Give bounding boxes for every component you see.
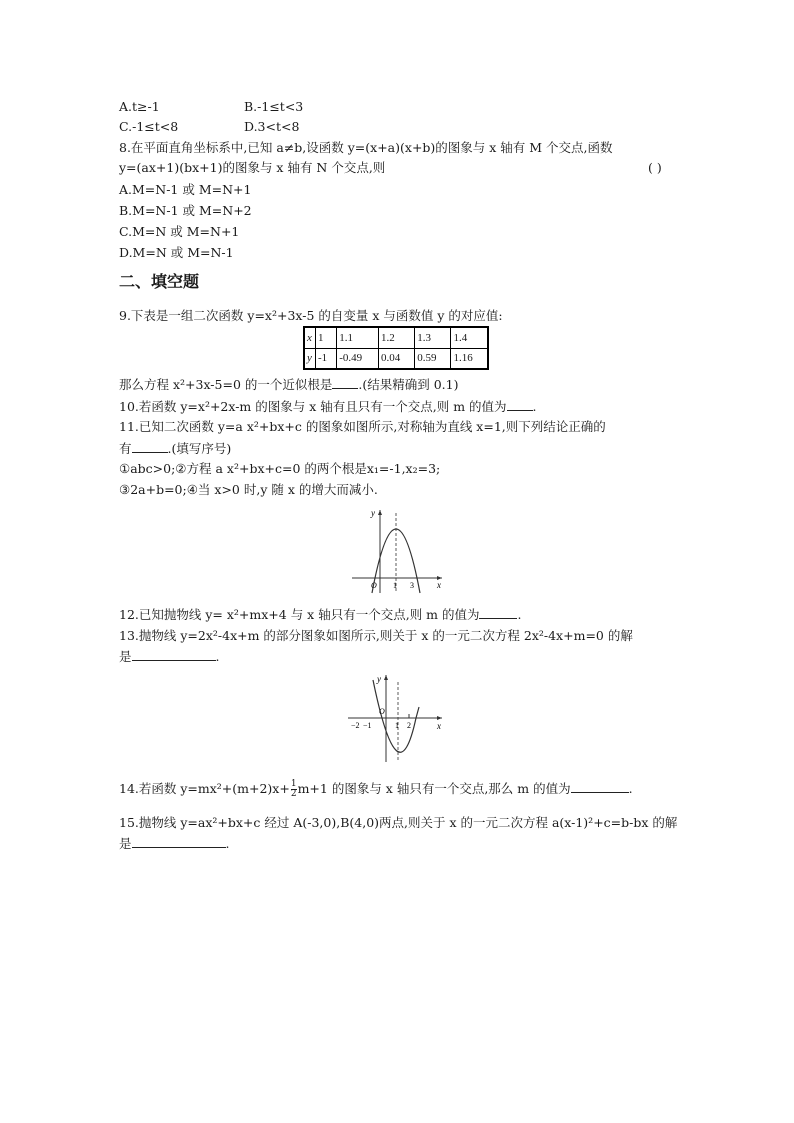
q9-followup-text: 那么方程 x²+3x-5=0 的一个近似根是	[119, 377, 333, 392]
q11-stem-line2	[119, 440, 231, 457]
q13-stem-line2	[119, 648, 220, 665]
q8-option-b: B.M=N-1 或 M=N+2	[119, 203, 252, 218]
y-axis-arrow-icon	[384, 675, 388, 680]
q13-stem-line1: 13.抛物线 y=2x²-4x+m 的部分图象如图所示,则关于 x 的一元二次方程 2x²-4x+m=0 的解	[119, 628, 633, 643]
q15-text: 是	[119, 836, 132, 851]
q12-answer-blank[interactable]	[479, 606, 517, 619]
x-axis-label: x	[437, 721, 441, 731]
q8-stem-line2: y=(ax+1)(bx+1)的图象与 x 轴有 N 个交点,则	[119, 160, 386, 175]
q11-parabola-graph	[350, 505, 445, 595]
q10-answer-blank[interactable]	[507, 398, 533, 411]
table-row	[304, 327, 488, 348]
tick-label-neg2: −2	[351, 721, 360, 730]
tick-label-2: 2	[407, 721, 411, 730]
table-cell: 0.59	[415, 348, 451, 369]
tick-label-neg1: −1	[363, 721, 372, 730]
origin-label: O	[379, 707, 385, 716]
q14-answer-blank[interactable]	[571, 780, 629, 793]
q11-stem-line1: 11.已知二次函数 y=a x²+bx+c 的图象如图所示,对称轴为直线 x=1,则下列结论正确的	[119, 419, 606, 434]
q12-tail: .	[517, 607, 522, 622]
q9-followup	[119, 376, 458, 393]
q12-text: 12.已知抛物线 y= x²+mx+4 与 x 轴只有一个交点,则 m 的值为	[119, 607, 480, 622]
q11-statements-3-4: ③2a+b=0;④当 x>0 时,y 随 x 的增大而减小.	[119, 482, 378, 497]
parabola-curve	[373, 680, 419, 752]
q13-text: 是	[119, 649, 132, 664]
section-title: 二、填空题	[119, 272, 200, 291]
fraction-numerator: 1	[290, 779, 297, 789]
table-cell: x	[304, 327, 316, 348]
table-cell: 1.2	[378, 327, 414, 348]
q11-answer-blank[interactable]	[132, 440, 168, 453]
y-axis-label: y	[371, 508, 375, 518]
q10-text: 10.若函数 y=x²+2x-m 的图象与 x 轴有且只有一个交点,则 m 的值为	[119, 399, 507, 414]
fraction-one-half	[291, 780, 297, 799]
q10-stem	[119, 398, 537, 415]
q7-option-b: B.-1≤t<3	[244, 99, 304, 114]
q13-tail: .	[215, 649, 220, 664]
table-row	[304, 348, 488, 369]
q8-option-c: C.M=N 或 M=N+1	[119, 224, 240, 239]
q12-stem	[119, 606, 521, 623]
q8-option-a: A.M=N-1 或 M=N+1	[119, 182, 252, 197]
table-cell: 1.1	[337, 327, 379, 348]
q8-option-d: D.M=N 或 M=N-1	[119, 245, 234, 260]
table-cell: 0.04	[378, 348, 414, 369]
q7-option-c: C.-1≤t<8	[119, 119, 179, 134]
q14-tail: .	[628, 781, 633, 796]
q15-answer-blank[interactable]	[132, 835, 226, 848]
fraction-denominator: 2	[290, 789, 297, 799]
q14-stem	[119, 778, 633, 800]
q11-statements-1-2: ①abc>0;②方程 a x²+bx+c=0 的两个根是x₁=-1,x₂=3;	[119, 461, 441, 476]
q15-stem-line1: 15.抛物线 y=ax²+bx+c 经过 A(-3,0),B(4,0)两点,则关于 x 的一元二次方程 a(x-1)²+c=b-bx 的解	[119, 815, 678, 830]
q14-text: 14.若函数 y=mx²+(m+2)x+	[119, 781, 290, 796]
table-cell: y	[304, 348, 316, 369]
q11-tail: .(填写序号)	[167, 441, 232, 456]
table-cell: -0.49	[337, 348, 379, 369]
q8-stem-line1: 8.在平面直角坐标系中,已知 a≠b,设函数 y=(x+a)(x+b)的图象与 x 轴有 M 个交点,函数	[119, 140, 613, 155]
q7-option-a: A.t≥-1	[119, 99, 160, 114]
q7-option-d: D.3<t<8	[244, 119, 300, 134]
q9-stem: 9.下表是一组二次函数 y=x²+3x-5 的自变量 x 与函数值 y 的对应值:	[119, 308, 503, 323]
x-axis-label: x	[437, 580, 441, 590]
q13-answer-blank[interactable]	[132, 648, 216, 661]
q15-tail: .	[225, 836, 230, 851]
q14-text-cont: m+1 的图象与 x 轴只有一个交点,那么 m 的值为	[297, 781, 571, 796]
q15-stem-line2	[119, 835, 230, 852]
table-cell: 1.16	[451, 348, 488, 369]
x-axis-arrow-icon	[437, 716, 442, 720]
y-axis-label: y	[377, 674, 381, 684]
q8-answer-paren: ( )	[648, 160, 662, 175]
table-cell: 1.3	[415, 327, 451, 348]
q9-followup-tail: .(结果精确到 0.1)	[358, 377, 459, 392]
q13-parabola-graph	[346, 672, 446, 764]
q9-value-table	[303, 326, 489, 370]
table-cell: -1	[316, 348, 337, 369]
y-axis-arrow-icon	[378, 510, 382, 515]
table-cell: 1.4	[451, 327, 488, 348]
table-cell: 1	[316, 327, 337, 348]
tick-label-3: 3	[410, 581, 414, 590]
tick-label-1: 1	[395, 721, 399, 730]
q9-answer-blank[interactable]	[332, 376, 358, 389]
tick-label-1: 1	[393, 581, 397, 590]
q10-tail: .	[532, 399, 537, 414]
origin-label: O	[371, 581, 377, 590]
q11-text: 有	[119, 441, 132, 456]
